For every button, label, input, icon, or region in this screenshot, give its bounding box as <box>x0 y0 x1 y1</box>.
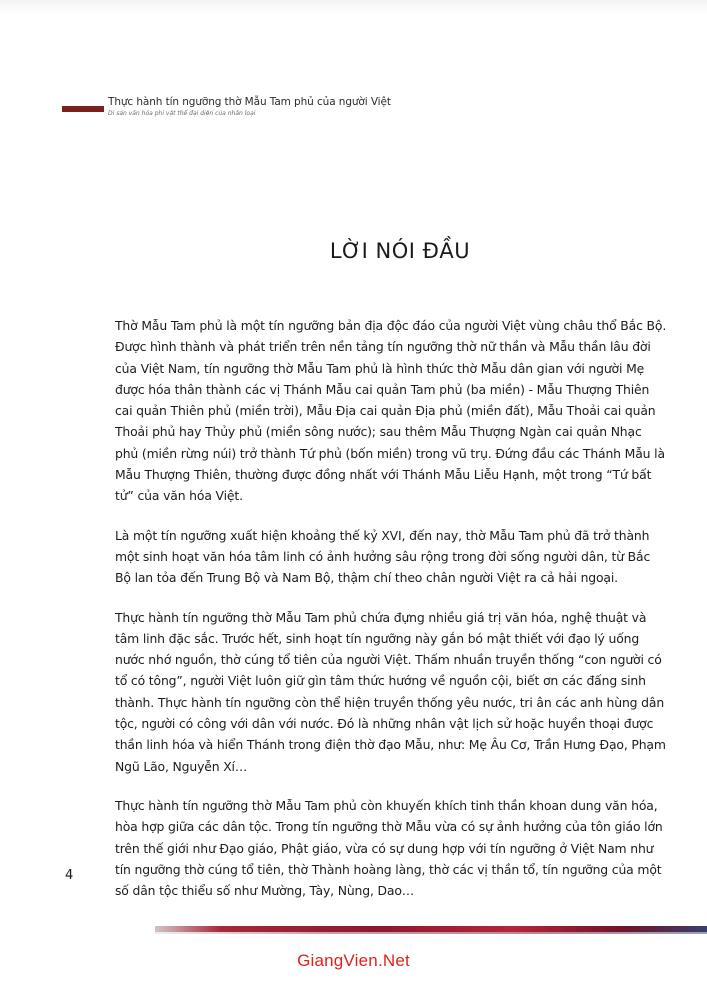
text-line: tộc, người có công với dân với nước. Đó là những nhân vật lịch sử hoặc huyền thoại được <box>115 716 654 732</box>
body-text <box>115 315 687 919</box>
text-line: Được hình thành và phát triển trên nền tảng tín ngưỡng thờ nữ thần và Mẫu thần lâu đời <box>115 339 651 355</box>
page-number: 4 <box>65 868 74 883</box>
text-line: thành. Thực hành tín ngưỡng còn thể hiện truyền thống yêu nước, tri ân các anh hùng dân <box>115 694 665 710</box>
paragraph-2 <box>115 525 687 589</box>
text-line: một sinh hoạt văn hóa tâm linh có ảnh hưởng sâu rộng trong đời sống người dân, từ Bắc <box>115 548 651 564</box>
paragraph-3 <box>115 607 687 777</box>
scan-edge <box>0 0 707 14</box>
header-accent-bar <box>62 106 104 112</box>
text-line: trên thế giới như Đạo giáo, Phật giáo, vừa có sự dung hợp với tín ngưỡng ở Việt Nam như <box>115 840 654 856</box>
paragraph-4 <box>115 795 687 901</box>
text-line: Bộ lan tỏa đến Trung Bộ và Nam Bộ, thậm chí theo chân người Việt ra cả hải ngoại. <box>115 570 618 586</box>
text-line: thần linh hóa và hiển Thánh trong điện thờ đạo Mẫu, như: Mẹ Âu Cơ, Trần Hưng Đạo, Phạm <box>115 737 666 753</box>
text-line: tổ có tông”, người Việt luôn giữ gìn tâm thức hướng về nguồn cội, biết ơn các đấng sinh <box>115 673 646 689</box>
text-line: Thực hành tín ngưỡng thờ Mẫu Tam phủ còn khuyến khích tinh thần khoan dung văn hóa, <box>115 797 658 813</box>
text-line: Là một tín ngưỡng xuất hiện khoảng thế kỷ XVI, đến nay, thờ Mẫu Tam phủ đã trở thành <box>115 527 650 543</box>
text-line: Mẫu Thượng Thiên, thường được đồng nhất với Thánh Mẫu Liễu Hạnh, một trong “Tứ bất <box>115 467 652 483</box>
text-line: phủ (miền rừng núi) trở thành Tứ phủ (bốn miền) trong vũ trụ. Đứng đầu các Thánh Mẫu là <box>115 445 665 461</box>
text-line: của Việt Nam, tín ngưỡng thờ Mẫu Tam phủ là hình thức thờ Mẫu dân gian với người Mẹ <box>115 360 645 376</box>
text-line: nước nhớ nguồn, thờ cúng tổ tiên của người Việt. Thấm nhuần truyền thống “con người có <box>115 652 662 668</box>
text-line: cai quản Thiên phủ (miền trời), Mẫu Địa cai quản Địa phủ (miền đất), Mẫu Thoải cai quản <box>115 403 656 419</box>
running-header-subtitle: Di sản văn hóa phi vật thể đại diện của nhân loại <box>108 110 256 117</box>
text-line: Thực hành tín ngưỡng thờ Mẫu Tam phủ chứa đựng nhiều giá trị văn hóa, nghệ thuật và <box>115 609 647 625</box>
text-line: số dân tộc thiểu số như Mường, Tày, Nùng, Dao… <box>115 883 415 899</box>
running-header-title: Thực hành tín ngưỡng thờ Mẫu Tam phủ của người Việt <box>108 96 391 108</box>
text-line: được hóa thân thành các vị Thánh Mẫu cai quản Tam phủ (ba miền) - Mẫu Thượng Thiên <box>115 381 650 397</box>
text-line: Thoải phủ hay Thủy phủ (miền sông nước); sau thêm Mẫu Thượng Ngàn cai quản Nhạc <box>115 424 642 440</box>
paragraph-1 <box>115 315 687 507</box>
text-line: tử” của văn hóa Việt. <box>115 488 243 504</box>
text-line: hòa hợp giữa các dân tộc. Trong tín ngưỡng thờ Mẫu vừa có sự ảnh hưởng của tôn giáo lớn <box>115 819 663 835</box>
text-line: Ngũ Lão, Nguyễn Xí… <box>115 758 248 774</box>
text-line: Thờ Mẫu Tam phủ là một tín ngưỡng bản địa độc đáo của người Việt vùng châu thổ Bắc Bộ. <box>115 318 667 333</box>
text-line: tín ngưỡng thờ cúng tổ tiên, thờ Thành hoàng làng, thờ các vị thần tổ, tín ngưỡng của một <box>115 861 662 877</box>
watermark-text: GiangVien.Net <box>297 951 410 970</box>
chapter-title: LỜI NÓI ĐẦU <box>329 239 471 263</box>
footer-band-shadow <box>155 932 707 934</box>
text-line: tâm linh đặc sắc. Trước hết, sinh hoạt tín ngưỡng này gắn bó mật thiết với đạo lý uống <box>115 630 640 646</box>
